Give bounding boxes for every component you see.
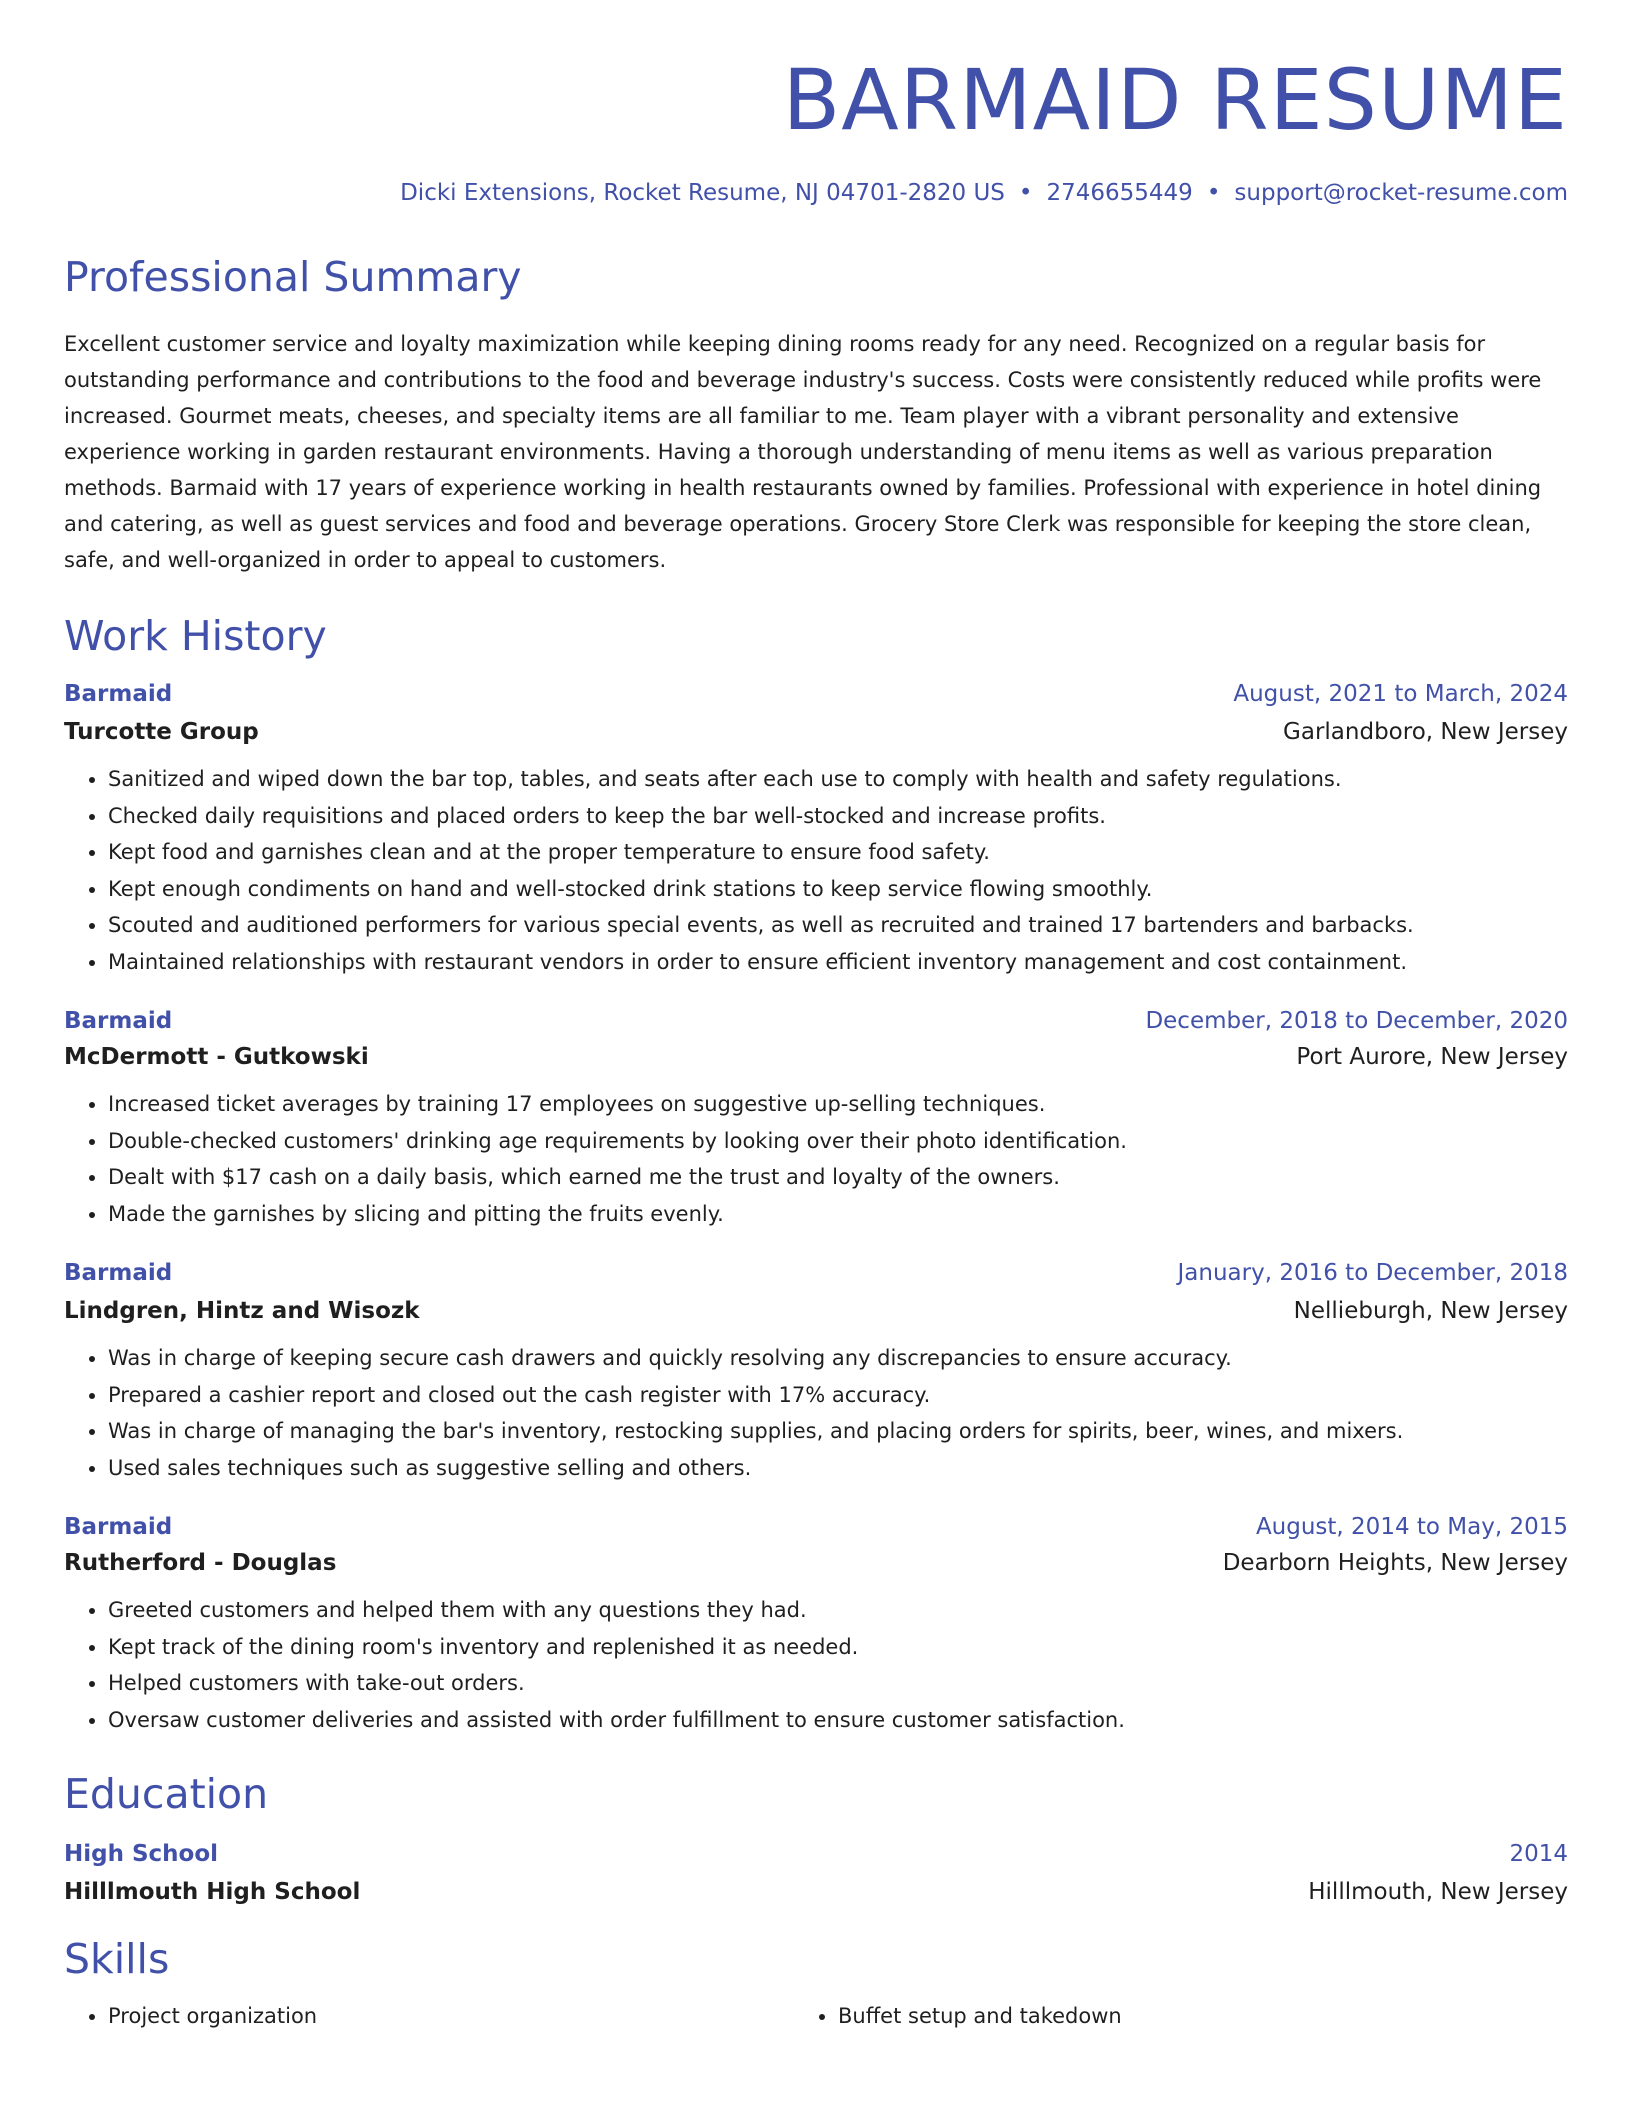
job-bullet: • Sanitized and wiped down the bar top, tables, and seats after each use to comply with health and safety regulations. xyxy=(108,761,1568,798)
education-school-row xyxy=(64,1879,1568,1905)
job-bullet-list xyxy=(64,1086,1568,1232)
resume-title: BARMAID RESUME xyxy=(782,51,1568,149)
job-title: Barmaid xyxy=(64,1260,173,1286)
job-bullet-list xyxy=(64,761,1568,980)
job-entry xyxy=(64,681,1568,980)
job-title-row xyxy=(64,1514,1568,1540)
job-title: Barmaid xyxy=(64,1008,173,1034)
job-employer-row xyxy=(64,1550,1568,1576)
education-degree: High School xyxy=(64,1841,219,1867)
contact-separator: • xyxy=(1018,180,1033,206)
education-degree-row xyxy=(64,1841,1568,1867)
job-location: Nellieburgh, New Jersey xyxy=(1293,1298,1568,1324)
job-bullet: • Used sales techniques such as suggestive selling and others. xyxy=(108,1450,1568,1487)
job-location: Garlandboro, New Jersey xyxy=(1283,719,1568,745)
job-bullet: • Helped customers with take-out orders. xyxy=(108,1665,1568,1702)
summary-heading: Professional Summary xyxy=(64,253,522,301)
job-bullet: • Prepared a cashier report and closed out the cash register with 17% accuracy. xyxy=(108,1377,1568,1414)
job-entry xyxy=(64,1514,1568,1738)
job-employer: Turcotte Group xyxy=(64,719,259,745)
job-bullet: • Kept track of the dining room's inventory and replenished it as needed. xyxy=(108,1629,1568,1666)
job-bullet: • Kept food and garnishes clean and at the proper temperature to ensure food safety. xyxy=(108,834,1568,871)
contact-separator: • xyxy=(1206,180,1221,206)
job-bullet: • Checked daily requisitions and placed orders to keep the bar well-stocked and increase profits. xyxy=(108,798,1568,835)
job-employer-row xyxy=(64,1298,1568,1324)
job-bullet-list xyxy=(64,1340,1568,1486)
job-employer: Rutherford - Douglas xyxy=(64,1550,337,1576)
skills-list xyxy=(64,1998,1568,2034)
job-bullet: • Dealt with $17 cash on a daily basis, which earned me the trust and loyalty of the owners. xyxy=(108,1159,1568,1196)
job-bullet: • Oversaw customer deliveries and assisted with order fulfillment to ensure customer satisfaction. xyxy=(108,1702,1568,1739)
skill-item: • Buffet setup and takedown xyxy=(838,1998,1568,2034)
job-bullet-list xyxy=(64,1592,1568,1738)
education-entry xyxy=(64,1841,1568,1905)
job-dates: August, 2014 to May, 2015 xyxy=(1255,1514,1568,1540)
skills-heading: Skills xyxy=(64,1935,170,1983)
job-dates: December, 2018 to December, 2020 xyxy=(1145,1008,1568,1034)
job-bullet: • Was in charge of keeping secure cash drawers and quickly resolving any discrepancies to ensure accuracy. xyxy=(108,1340,1568,1377)
job-entry xyxy=(64,1260,1568,1486)
job-bullet: • Maintained relationships with restaurant vendors in order to ensure efficient inventory management and cost containment. xyxy=(108,944,1568,981)
job-entry xyxy=(64,1008,1568,1232)
job-employer-row xyxy=(64,1044,1568,1070)
job-bullet: • Was in charge of managing the bar's inventory, restocking supplies, and placing orders for spirits, beer, wines, and mixers. xyxy=(108,1413,1568,1450)
job-employer: McDermott - Gutkowski xyxy=(64,1044,369,1070)
contact-address: Dicki Extensions, Rocket Resume, NJ 04701-2820 US xyxy=(400,180,1005,206)
contact-line xyxy=(64,182,1568,205)
job-dates: August, 2021 to March, 2024 xyxy=(1233,681,1568,707)
summary-text: Excellent customer service and loyalty maximization while keeping dining rooms ready for any need. Recognized on a regular basis for outstanding performance and contributions to the food and beverage industry's success. Costs were consistently reduced while profits were increased. Gourmet meats, cheeses, and specialty items are all familiar to me. Team player with a vibrant personality and extensive experience working in garden restaurant environments. Having a thorough understanding of menu items as well as various preparation methods. Barmaid with 17 years of experience working in health restaurants owned by families. Professional with experience in hotel dining and catering, as well as guest services and food and beverage operations. Grocery Store Clerk was responsible for keeping the store clean, safe, and well-organized in order to appeal to customers. xyxy=(64,332,1542,572)
job-location: Port Aurore, New Jersey xyxy=(1296,1044,1568,1070)
job-bullet: • Increased ticket averages by training 17 employees on suggestive up-selling techniques. xyxy=(108,1086,1568,1123)
job-bullet: • Made the garnishes by slicing and pitting the fruits evenly. xyxy=(108,1196,1568,1233)
education-year: 2014 xyxy=(1509,1841,1568,1867)
job-title-row xyxy=(64,1008,1568,1034)
job-title-row xyxy=(64,681,1568,707)
job-employer-row xyxy=(64,719,1568,745)
job-location: Dearborn Heights, New Jersey xyxy=(1222,1550,1568,1576)
contact-email: support@rocket-resume.com xyxy=(1234,180,1568,206)
education-heading: Education xyxy=(64,1770,269,1818)
job-dates: January, 2016 to December, 2018 xyxy=(1177,1260,1568,1286)
skill-item: • Project organization xyxy=(108,1998,838,2034)
contact-phone: 2746655449 xyxy=(1046,180,1193,206)
job-title-row xyxy=(64,1260,1568,1286)
job-bullet: • Kept enough condiments on hand and well-stocked drink stations to keep service flowing smoothly. xyxy=(108,871,1568,908)
job-title: Barmaid xyxy=(64,1514,173,1540)
job-title: Barmaid xyxy=(64,681,173,707)
work-history-heading: Work History xyxy=(64,612,327,660)
job-bullet: • Scouted and auditioned performers for various special events, as well as recruited and trained 17 bartenders and barbacks. xyxy=(108,907,1568,944)
job-bullet: • Double-checked customers' drinking age requirements by looking over their photo identification. xyxy=(108,1123,1568,1160)
job-employer: Lindgren, Hintz and Wisozk xyxy=(64,1298,420,1324)
education-school: Hilllmouth High School xyxy=(64,1879,361,1905)
job-bullet: • Greeted customers and helped them with any questions they had. xyxy=(108,1592,1568,1629)
education-location: Hilllmouth, New Jersey xyxy=(1308,1879,1568,1905)
